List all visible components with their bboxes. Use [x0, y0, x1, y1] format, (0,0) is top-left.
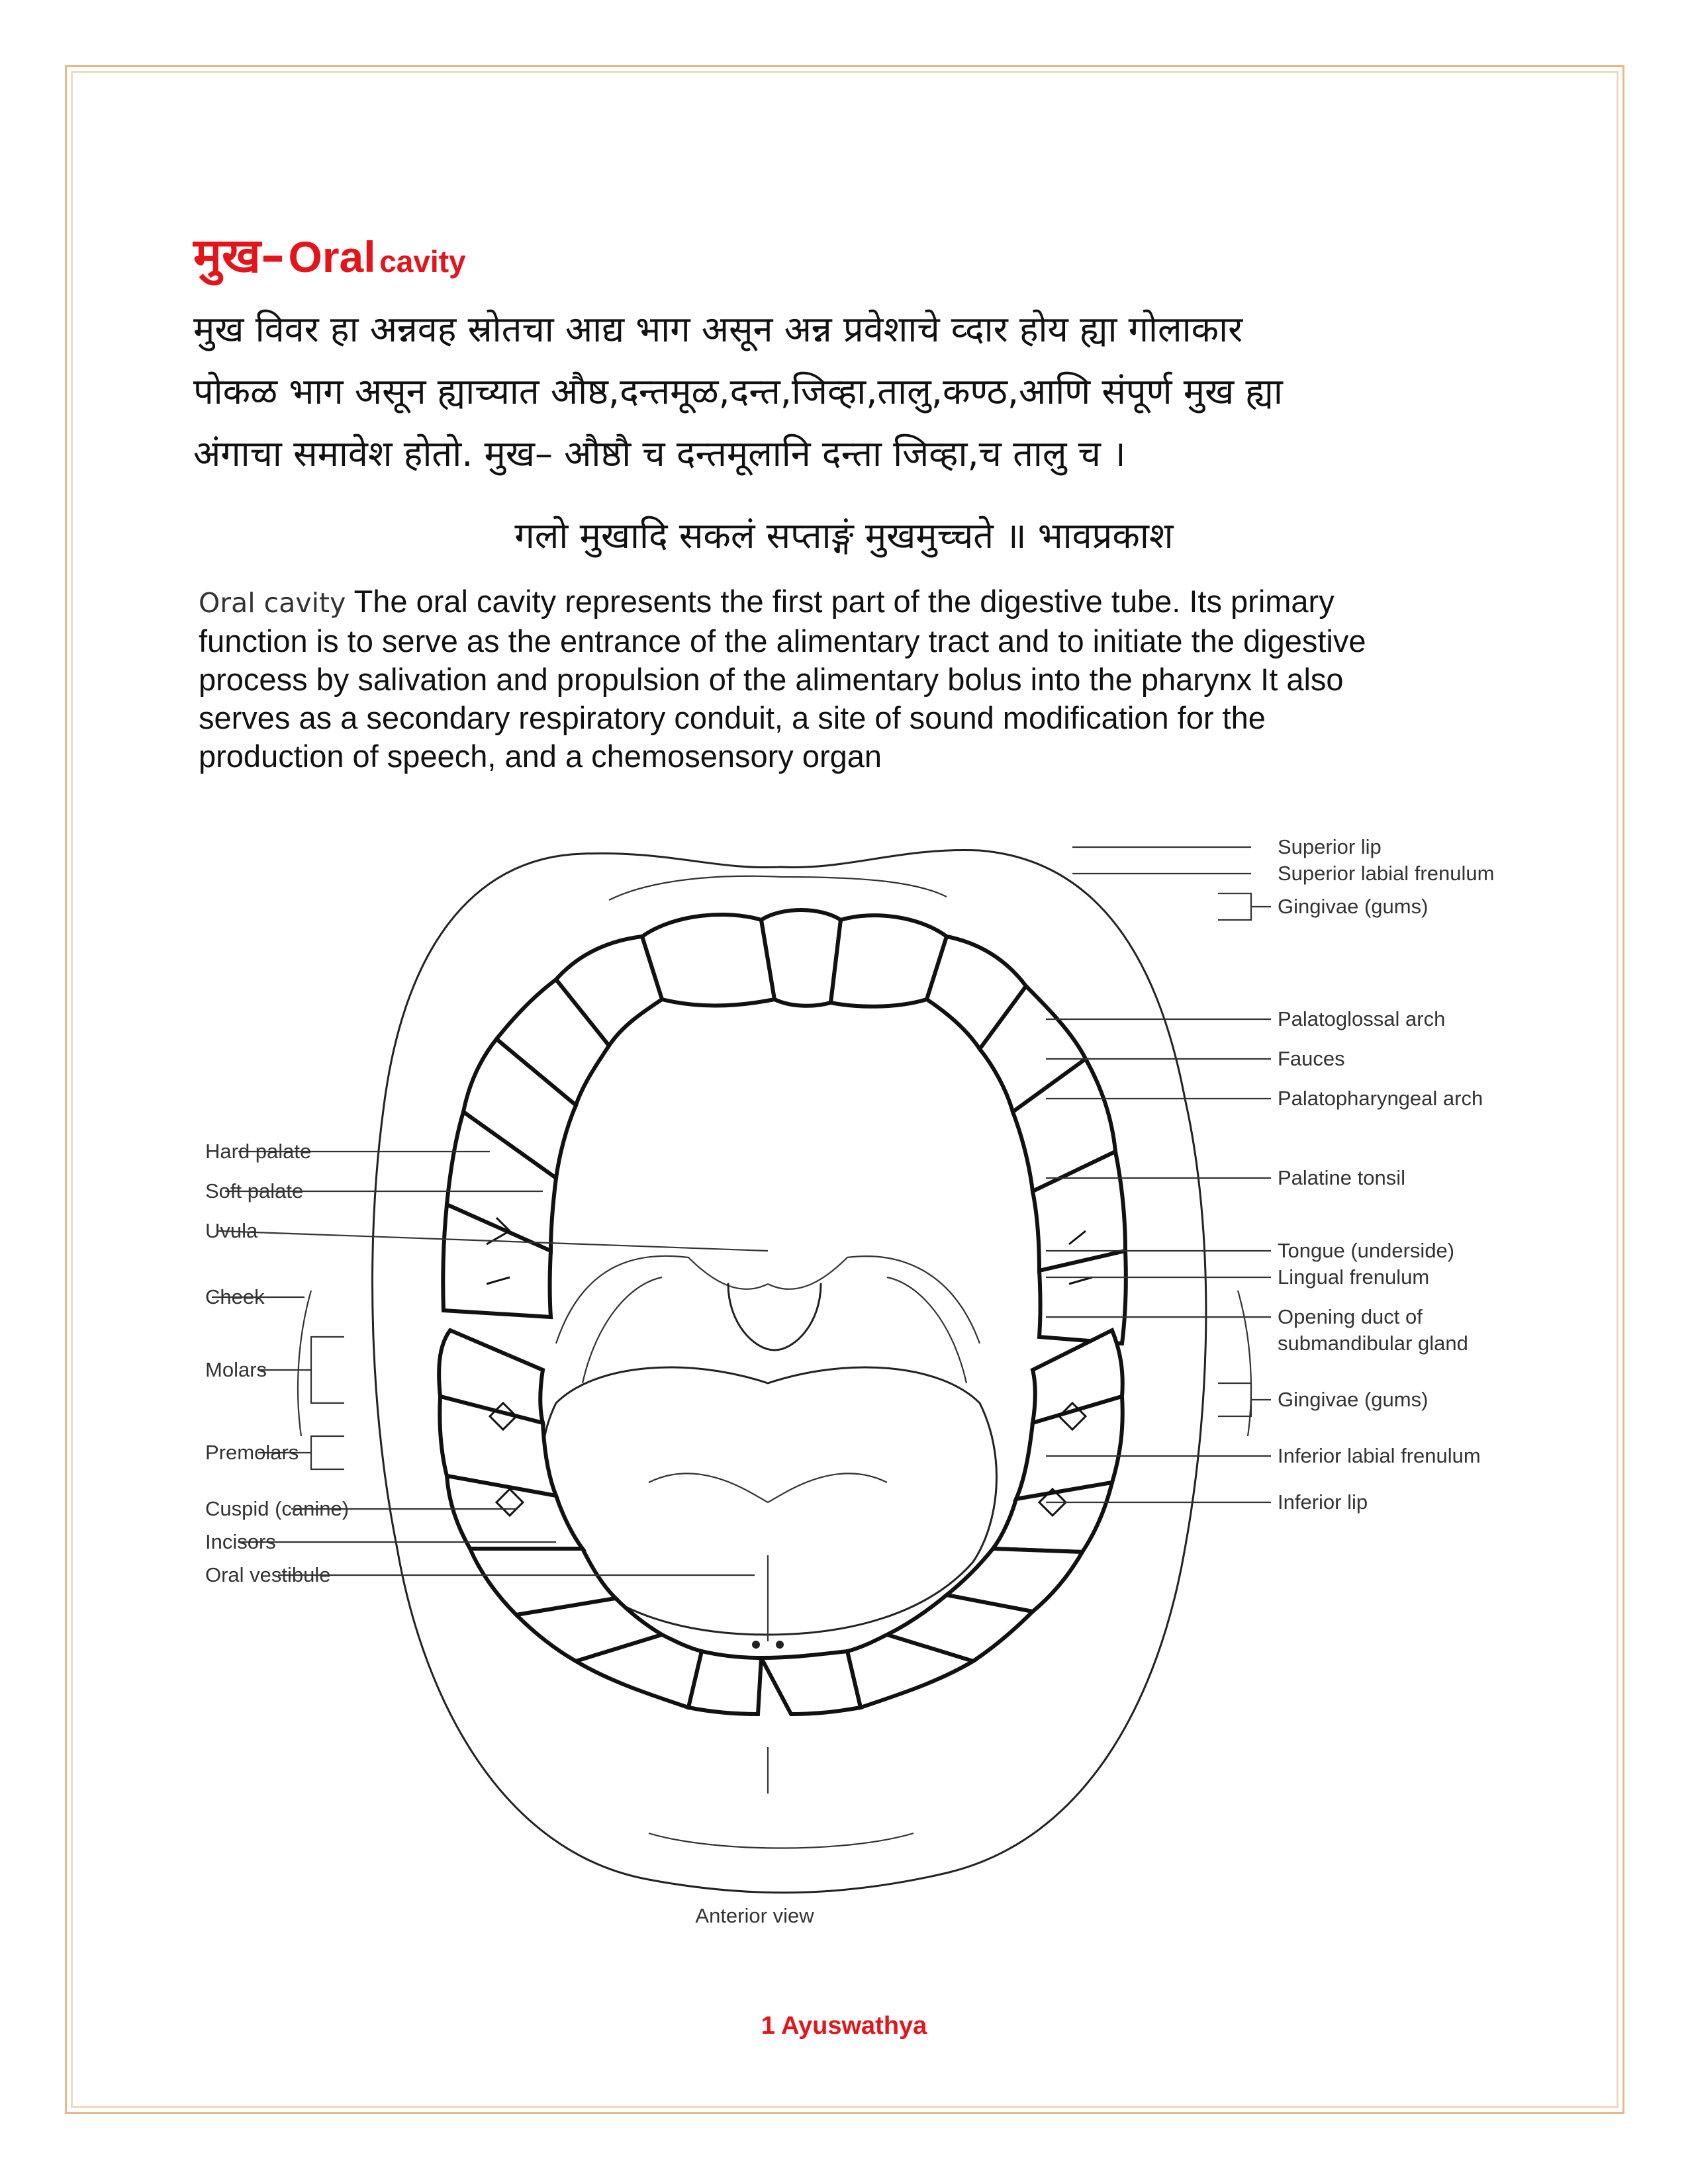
sanskrit-verse: गलो मुखादि सकलं सप्ताङ्गं मुखमुच्चते ॥ भावप्रकाश [514, 515, 1174, 557]
label-soft-palate: Soft palate [205, 1179, 304, 1203]
label-tongue-underside: Tongue (underside) [1278, 1239, 1455, 1262]
tongue-fold [649, 1473, 887, 1502]
lower-dental-arch [439, 1330, 1123, 1714]
label-uvula: Uvula [205, 1219, 258, 1242]
english-paragraph [199, 582, 1496, 776]
inner-lip-line-lower [649, 1833, 914, 1848]
label-palatine-tonsil: Palatine tonsil [1278, 1166, 1406, 1189]
marathi-line-2: पोकळ भाग असून ह्याच्यात औष्ठ,दन्तमूळ,दन्त,जिव्हा,तालु,कण्ठ,आणि संपूर्ण मुख ह्या [193, 371, 1283, 412]
label-hard-palate: Hard palate [205, 1140, 312, 1163]
diagram-caption: Anterior view [695, 1904, 814, 1927]
label-cuspid: Cuspid (canine) [205, 1497, 350, 1520]
label-fauces: Fauces [1278, 1047, 1345, 1070]
palatine-tonsil-right [887, 1277, 966, 1383]
label-submandibular-gland: submandibular gland [1278, 1332, 1468, 1355]
label-inferior-lip: Inferior lip [1278, 1490, 1368, 1514]
heading-oral: Oral [288, 232, 376, 281]
label-oral-vestibule: Oral vestibule [205, 1563, 331, 1586]
inner-lip-line [609, 876, 947, 900]
english-line-5: production of speech, and a chemosensory organ [199, 739, 882, 774]
marathi-line-3: अंगाचा समावेश होतो. मुख– औष्ठौ च दन्तमूलानि दन्ता जिव्हा,च तालु च । [193, 433, 1126, 475]
label-lingual-frenulum: Lingual frenulum [1278, 1265, 1430, 1289]
cheek-left [298, 1291, 311, 1436]
uvula [728, 1284, 821, 1350]
upper-dental-arch [443, 910, 1126, 1343]
duct-opening-right [776, 1641, 784, 1649]
label-incisors: Incisors [205, 1530, 276, 1553]
label-molars: Molars [205, 1358, 267, 1381]
english-line-4: serves as a secondary respiratory conduit, a site of sound modification for the [199, 700, 1266, 735]
oral-cavity-diagram [185, 821, 1495, 1946]
label-gingivae-upper: Gingivae (gums) [1278, 895, 1429, 918]
label-premolars: Premolars [205, 1441, 299, 1464]
cheek-right [1238, 1291, 1251, 1436]
heading-cavity: cavity [379, 244, 466, 279]
english-lead: Oral cavity [199, 587, 346, 619]
label-opening-duct: Opening duct of [1278, 1305, 1423, 1328]
english-line-3: process by salivation and propulsion of the alimentary bolus into the pharynx It also [199, 662, 1344, 697]
heading-devanagari: मुख– [193, 228, 285, 283]
label-superior-lip: Superior lip [1278, 835, 1382, 858]
label-superior-labial-frenulum: Superior labial frenulum [1278, 862, 1495, 885]
marathi-line-1: मुख विवर हा अन्नवह स्रोतचा आद्य भाग असून अन्न प्रवेशाचे व्दार होय ह्या गोलाकार [193, 308, 1243, 350]
english-line-2: function is to serve as the entrance of the alimentary tract and to initiate the digestive [199, 623, 1366, 659]
label-palatopharyngeal-arch: Palatopharyngeal arch [1278, 1087, 1483, 1110]
english-line-1: The oral cavity represents the first part of the digestive tube. Its primary [353, 584, 1335, 619]
label-gingivae-lower: Gingivae (gums) [1278, 1388, 1429, 1411]
page-heading [193, 222, 466, 287]
palatoglossal-arch [556, 1256, 768, 1343]
label-palatoglossal-arch: Palatoglossal arch [1278, 1007, 1446, 1030]
page-footer: 1 Ayuswathya [761, 2012, 927, 2040]
label-inferior-labial-frenulum: Inferior labial frenulum [1278, 1444, 1481, 1467]
duct-opening-left [752, 1641, 760, 1649]
label-cheek: Cheek [205, 1285, 265, 1308]
